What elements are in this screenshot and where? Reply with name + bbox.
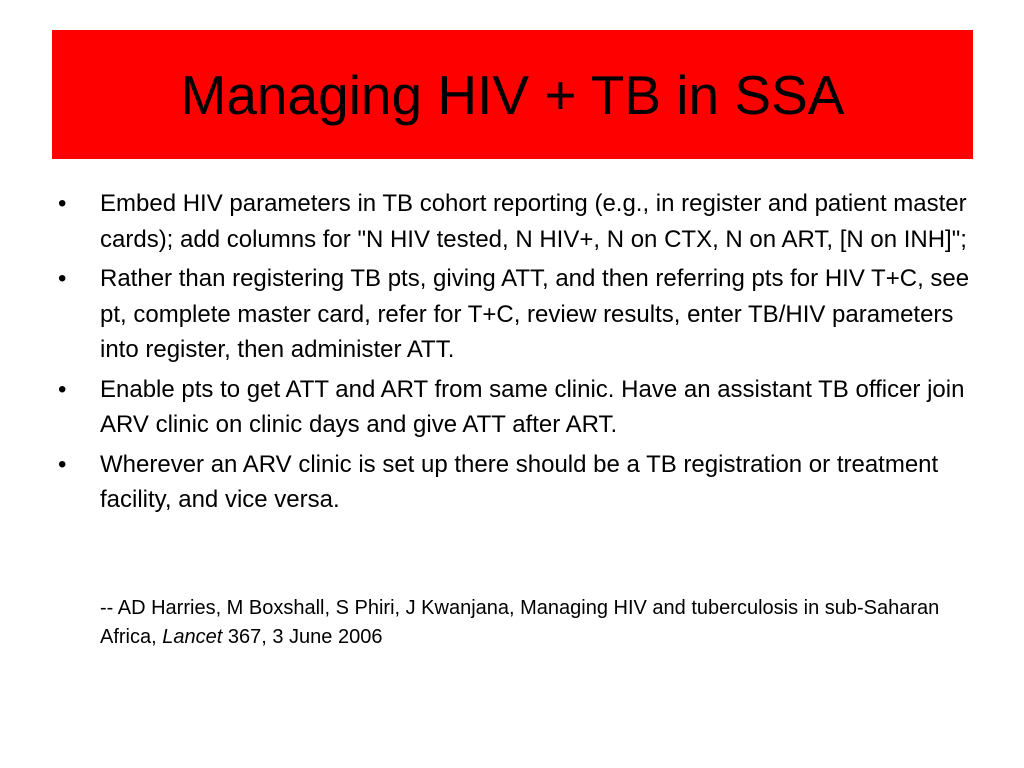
bullet-icon: • (58, 375, 67, 403)
bullet-text: Wherever an ARV clinic is set up there should be a TB registration or treatment facility, and vice versa. (100, 450, 939, 513)
bullet-item (56, 372, 976, 443)
bullet-text: Rather than registering TB pts, giving ATT, and then referring pts for HIV T+C, see pt, complete master card, refer for T+C, review results, enter TB/HIV parameters into register, then administer ATT. (100, 265, 970, 363)
bullet-icon: • (58, 190, 67, 217)
bullet-text: Enable pts to get ATT and ART from same clinic. Have an assistant TB officer join ARV clinic on clinic days and give ATT after ART. (100, 375, 965, 438)
bullet-icon: • (58, 450, 67, 478)
citation (100, 594, 980, 652)
citation-details: 367, 3 June 2006 (227, 626, 383, 648)
citation-authors: -- AD Harries, M Boxshall, S Phiri, J Kwanjana, Managing HIV and tuberculosis in sub-Saharan Africa, (100, 597, 940, 648)
bullet-item (56, 186, 976, 257)
bullet-list (56, 186, 976, 522)
bullet-item (56, 261, 976, 368)
citation-journal: Lancet (162, 626, 223, 648)
title-bar (52, 30, 973, 159)
bullet-text: Embed HIV parameters in TB cohort reporting (e.g., in register and patient master cards); add columns for "N HIV tested, N HIV+, N on CTX, N on ART, [N on INH]"; (100, 190, 967, 253)
bullet-item (56, 447, 976, 518)
bullet-icon: • (58, 265, 67, 292)
slide-title: Managing HIV + TB in SSA (180, 63, 845, 126)
